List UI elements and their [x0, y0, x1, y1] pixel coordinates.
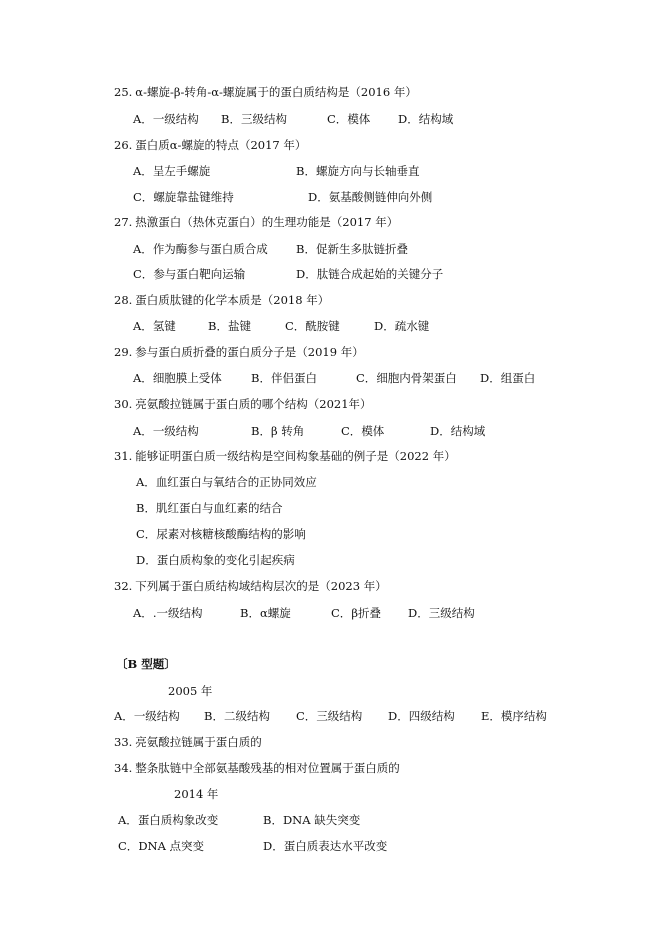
q32-option-b: B．α螺旋 [240, 606, 291, 620]
q25-option-c: C．模体 [327, 112, 371, 126]
q28-option-c: C．酰胺键 [285, 319, 340, 333]
q29-option-c: C．细胞内骨架蛋白 [356, 371, 457, 385]
question-28: 28. 蛋白质肽键的化学本质是（2018 年） [114, 293, 330, 307]
q30-option-d: D．结构域 [430, 424, 486, 438]
b2-option-d: D．蛋白质表达水平改变 [263, 839, 388, 853]
question-29: 29. 参与蛋白质折叠的蛋白质分子是（2019 年） [114, 345, 364, 359]
q27-option-a: A．作为酶参与蛋白质合成 [133, 242, 268, 256]
question-31: 31. 能够证明蛋白质一级结构是空间构象基础的例子是（2022 年） [114, 449, 456, 463]
q31-option-a: A．血红蛋白与氧结合的正协同效应 [136, 475, 317, 489]
q27-option-d: D．肽链合成起始的关键分子 [296, 267, 444, 281]
b2-option-b: B．DNA 缺失突变 [263, 813, 361, 827]
q26-option-a: A．呈左手螺旋 [133, 164, 211, 178]
q32-option-a: A．.一级结构 [133, 606, 203, 620]
q29-option-b: B．伴侣蛋白 [251, 371, 317, 385]
q28-option-b: B．盐键 [208, 319, 251, 333]
question-30: 30. 亮氨酸拉链属于蛋白质的哪个结构（2021年） [114, 397, 372, 411]
q25-option-a: A．一级结构 [133, 112, 199, 126]
b-option-d: D．四级结构 [388, 709, 455, 723]
q32-option-c: C．β折叠 [331, 606, 381, 620]
b-section-year-2005: 2005 年 [168, 684, 213, 698]
q25-option-b: B．三级结构 [221, 112, 287, 126]
q26-option-d: D．氨基酸侧链伸向外侧 [308, 190, 433, 204]
b-option-c: C．三级结构 [296, 709, 363, 723]
q29-option-d: D．组蛋白 [480, 371, 536, 385]
question-26: 26. 蛋白质α-螺旋的特点（2017 年） [114, 138, 307, 152]
question-33: 33. 亮氨酸拉链属于蛋白质的 [114, 735, 262, 749]
b-option-e: E．模序结构 [481, 709, 547, 723]
q25-option-d: D．结构域 [398, 112, 454, 126]
q32-option-d: D．三级结构 [408, 606, 475, 620]
q31-option-b: B．肌红蛋白与血红素的结合 [136, 501, 283, 515]
b2-option-c: C．DNA 点突变 [118, 839, 205, 853]
q27-option-c: C．参与蛋白靶向运输 [133, 267, 246, 281]
q26-option-b: B．螺旋方向与长轴垂直 [296, 164, 420, 178]
question-34: 34. 整条肽链中全部氨基酸残基的相对位置属于蛋白质的 [114, 761, 400, 775]
q29-option-a: A．细胞膜上受体 [133, 371, 222, 385]
q28-option-a: A．氢键 [133, 319, 176, 333]
q26-option-c: C．螺旋靠盐键维持 [133, 190, 234, 204]
b2-option-a: A．蛋白质构象改变 [118, 813, 219, 827]
q31-option-c: C．尿素对核糖核酸酶结构的影响 [136, 527, 306, 541]
b-section-heading: 〔B 型题〕 [116, 657, 176, 671]
q30-option-b: B．β 转角 [251, 424, 305, 438]
q30-option-a: A．一级结构 [133, 424, 199, 438]
b-section-year-2014: 2014 年 [174, 787, 219, 801]
question-25: 25. α-螺旋-β-转角-α-螺旋属于的蛋白质结构是（2016 年） [114, 85, 417, 99]
q28-option-d: D．疏水键 [374, 319, 430, 333]
q30-option-c: C．模体 [341, 424, 385, 438]
question-32: 32. 下列属于蛋白质结构域结构层次的是（2023 年） [114, 579, 387, 593]
question-27: 27. 热激蛋白（热休克蛋白）的生理功能是（2017 年） [114, 215, 399, 229]
b-option-b: B．二级结构 [204, 709, 270, 723]
b-option-a: A．一级结构 [114, 709, 180, 723]
q31-option-d: D．蛋白质构象的变化引起疾病 [136, 553, 295, 567]
q27-option-b: B．促新生多肽链折叠 [296, 242, 408, 256]
